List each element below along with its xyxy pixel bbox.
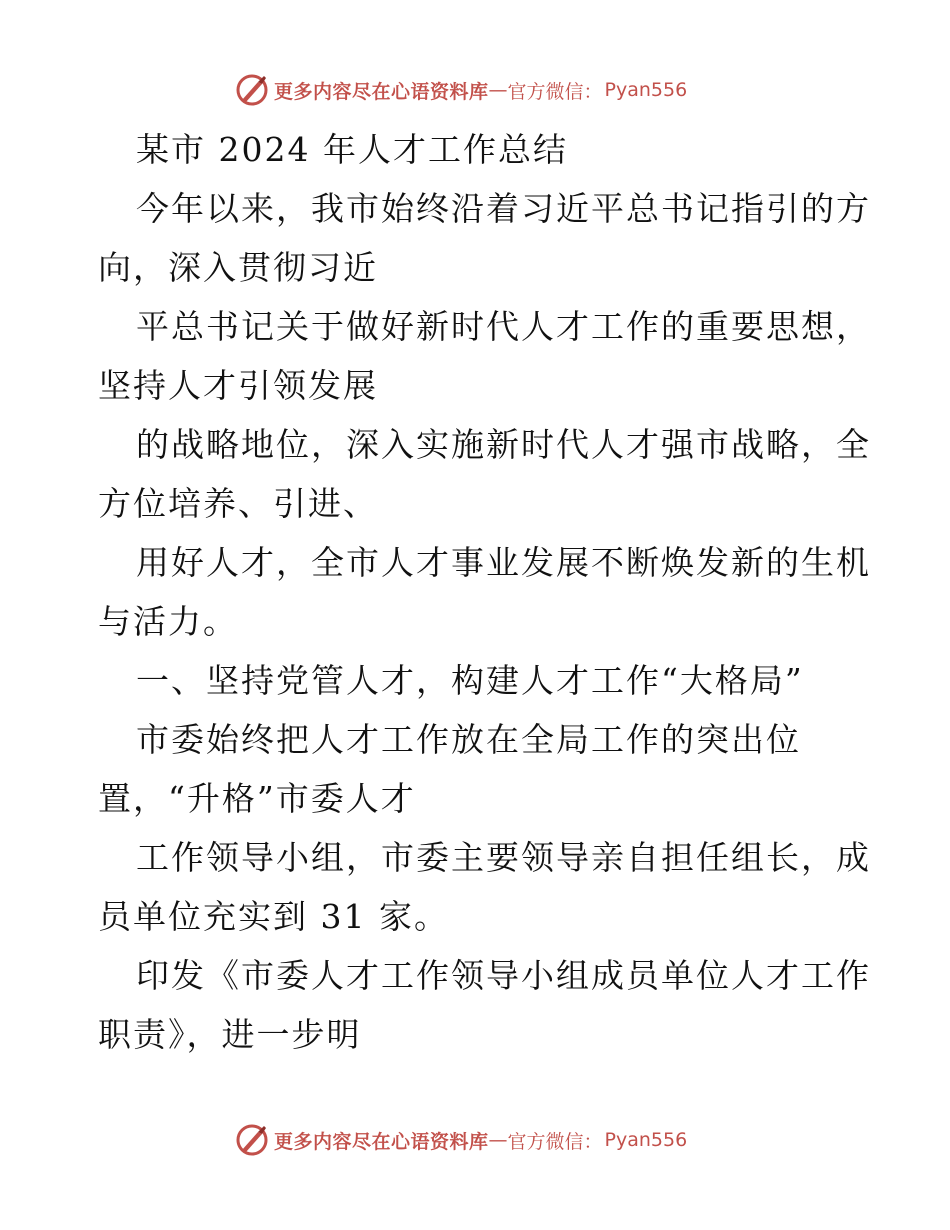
paragraph-line: 职责》，进一步明 — [98, 1015, 362, 1054]
watermark-separator: — — [488, 79, 508, 101]
watermark-site-text: 更多内容尽在心语资料库 — [274, 80, 489, 103]
paragraph-line: 平总书记关于做好新时代人才工作的重要思想， — [136, 307, 871, 346]
watermark-wechat-label: 官方微信： — [507, 80, 603, 103]
paragraph-line: 用好人才，全市人才事业发展不断焕发新的生机 — [136, 543, 871, 582]
watermark-wechat-label: 官方微信： — [507, 1130, 603, 1153]
watermark-wechat-id: Pyan556 — [604, 79, 688, 101]
watermark-footer — [234, 1120, 687, 1160]
quill-pen-circle-icon — [234, 72, 270, 108]
paragraph-line: 今年以来，我市始终沿着习近平总书记指引的方 — [136, 189, 871, 228]
paragraph-line: 置，“升格”市委人才 — [98, 779, 416, 818]
paragraph-line: 坚持人才引领发展 — [98, 366, 378, 405]
watermark-wechat-id: Pyan556 — [604, 1129, 688, 1151]
paragraph-line: 一、坚持党管人才，构建人才工作“大格局” — [136, 661, 804, 700]
quill-pen-circle-icon — [234, 1122, 270, 1158]
paragraph-line: 市委始终把人才工作放在全局工作的突出位 — [136, 720, 801, 759]
document-body — [98, 120, 871, 1064]
watermark-separator: — — [488, 1129, 508, 1151]
document-title: 某市 2024 年人才工作总结 — [136, 130, 568, 169]
paragraph-line: 与活力。 — [98, 602, 238, 641]
watermark-site-text: 更多内容尽在心语资料库 — [274, 1130, 489, 1153]
paragraph-line: 员单位充实到 31 家。 — [98, 897, 449, 936]
watermark-header — [234, 70, 687, 110]
paragraph-line: 的战略地位，深入实施新时代人才强市战略，全 — [136, 425, 871, 464]
paragraph-line: 工作领导小组，市委主要领导亲自担任组长，成 — [136, 838, 871, 877]
paragraph-line: 向，深入贯彻习近 — [98, 248, 378, 287]
paragraph-line: 方位培养、引进、 — [98, 484, 378, 523]
paragraph-line: 印发《市委人才工作领导小组成员单位人才工作 — [136, 956, 871, 995]
